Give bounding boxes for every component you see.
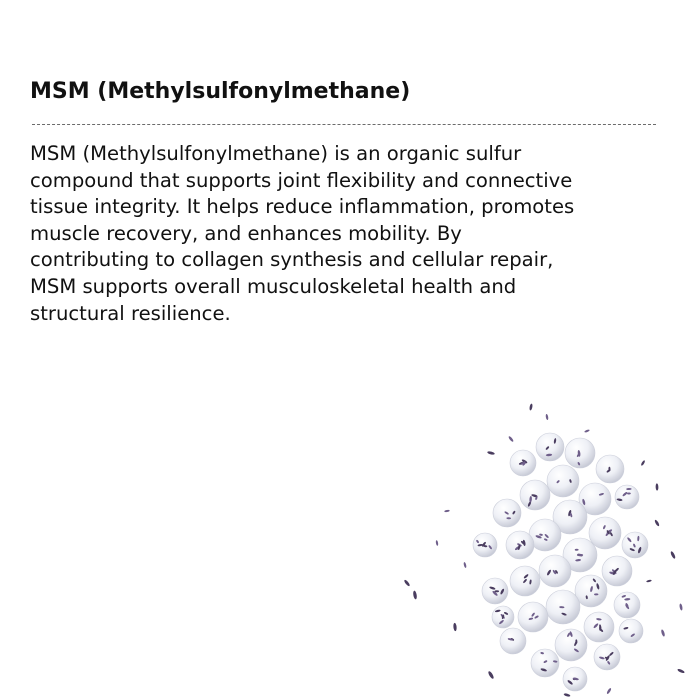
pearl bbox=[589, 517, 621, 549]
ingredient-title: MSM (Methylsulfonylmethane) bbox=[30, 79, 411, 104]
pearl bbox=[518, 602, 548, 632]
pearls-lavender-image bbox=[395, 395, 700, 700]
ingredient-description: MSM (Methylsulfonylmethane) is an organic sulfur compound that supports joint flexibility and connective tissue integrity. It helps reduce inflammation, promotes muscle recovery, and enhances mobility. By contributing to collagen synthesis and cellular repair, MSM supports overall musculoskeletal health and structural resilience. bbox=[30, 142, 575, 325]
pearl bbox=[547, 465, 579, 497]
pearl bbox=[619, 619, 643, 643]
pearl bbox=[500, 628, 526, 654]
lavender-bud bbox=[413, 590, 418, 599]
lavender-bud bbox=[654, 519, 660, 527]
lavender-bud bbox=[529, 403, 533, 410]
lavender-bud bbox=[487, 670, 494, 679]
pearl bbox=[473, 533, 497, 557]
lavender-bud bbox=[646, 579, 652, 582]
lavender-bud bbox=[508, 436, 514, 443]
dashed-divider bbox=[32, 124, 656, 125]
pearl bbox=[539, 555, 571, 587]
lavender-bud bbox=[403, 579, 410, 587]
lavender-bud bbox=[606, 687, 612, 694]
pearl bbox=[584, 612, 614, 642]
lavender-bud bbox=[661, 629, 666, 637]
lavender-bud bbox=[463, 562, 467, 568]
lavender-bud bbox=[584, 429, 590, 433]
lavender-bud bbox=[435, 540, 438, 546]
pearl bbox=[531, 649, 559, 677]
lavender-bud bbox=[677, 668, 685, 674]
lavender-bud bbox=[545, 414, 548, 420]
pearl bbox=[536, 433, 564, 461]
lavender-bud bbox=[487, 451, 495, 456]
lavender-bud bbox=[563, 693, 570, 697]
lavender-bud bbox=[655, 483, 658, 490]
lavender-bud bbox=[444, 509, 450, 512]
lavender-bud bbox=[670, 551, 676, 559]
lavender-bud bbox=[453, 623, 457, 632]
lavender-bud bbox=[640, 460, 645, 466]
lavender-bud bbox=[575, 549, 579, 551]
pearl-cluster bbox=[473, 433, 648, 691]
lavender-bud bbox=[679, 603, 683, 610]
